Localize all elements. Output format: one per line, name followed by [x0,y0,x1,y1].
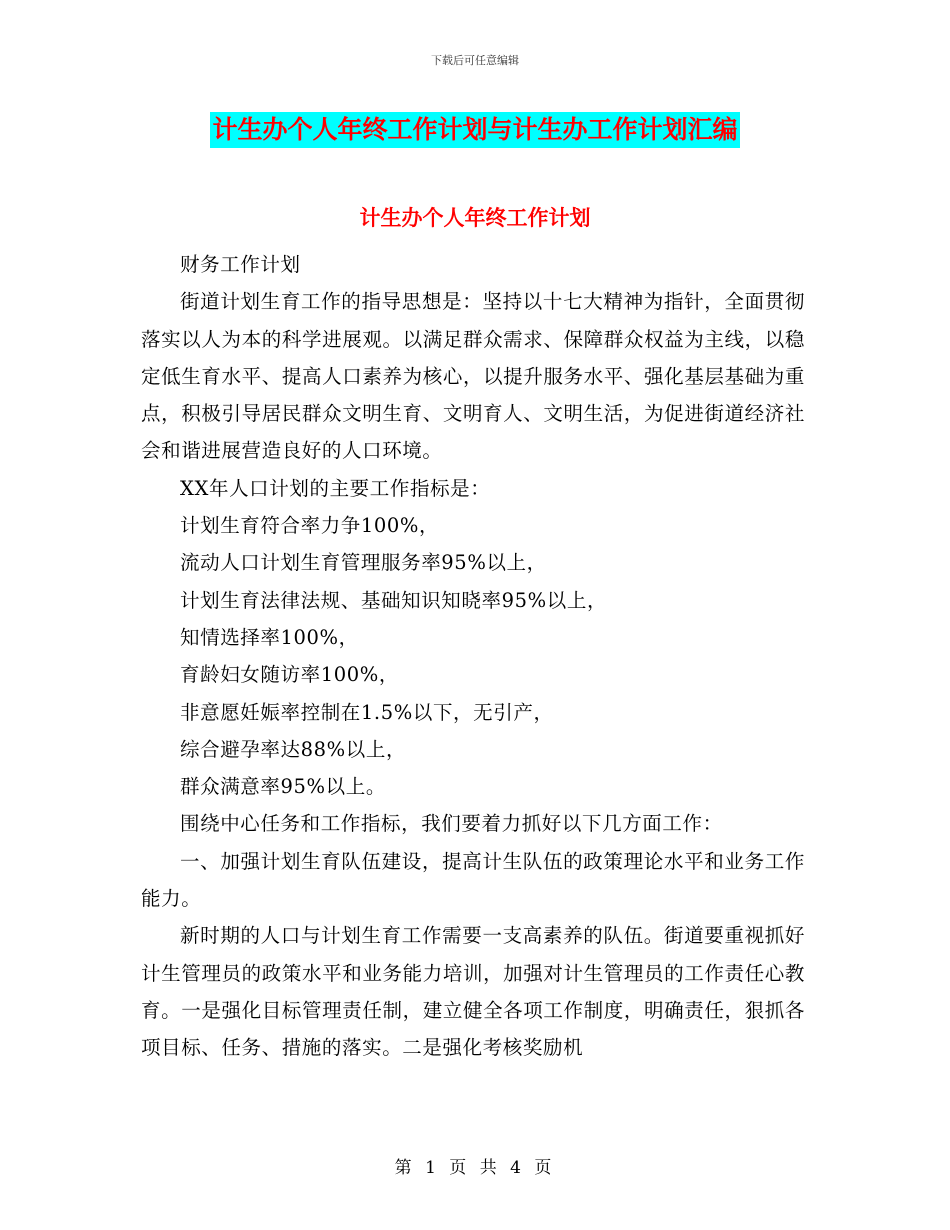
main-title: 计生办个人年终工作计划与计生办工作计划汇编 [210,112,739,148]
document-body [141,246,805,1067]
paragraph: 新时期的人口与计划生育工作需要一支高素养的队伍。街道要重视抓好计生管理员的政策水平和业务能力培训，加强对计生管理员的工作责任心教育。一是强化目标管理责任制，建立健全各项工作制度，明确责任，狠抓各项目标、任务、措施的落实。二是强化考核奖励机 [141,924,805,1060]
paragraph: 综合避孕率达88%以上， [180,737,407,761]
paragraph: 街道计划生育工作的指导思想是：坚持以十七大精神为指针，全面贯彻落实以人为本的科学进展观。以满足群众需求、保障群众权益为主线，以稳定低生育水平、提高人口素养为核心，以提升服务水平、强化基层基础为重点，积极引导居民群众文明生育、文明育人、文明生活，为促进街道经济社会和谐进展营造良好的人口环境。 [141,290,805,463]
paragraph: 知情选择率100%， [180,625,359,649]
page-number: 第 1 页 共 4 页 [394,1158,556,1178]
section-title: 计生办个人年终工作计划 [359,206,591,230]
paragraph: 群众满意率95%以上。 [180,775,386,799]
page-header-note: 下载后可任意编辑 [431,54,519,67]
paragraph: 计划生育法律法规、基础知识知晓率95%以上， [180,588,608,612]
main-title-container [0,112,950,148]
paragraph: 育龄妇女随访率100%， [180,663,399,687]
paragraph: 一、加强计划生育队伍建设，提高计生队伍的政策理论水平和业务工作能力。 [141,849,805,911]
paragraph: 非意愿妊娠率控制在1.5%以下，无引产， [180,700,554,724]
paragraph: 流动人口计划生育管理服务率95%以上， [180,551,547,575]
paragraph: 财务工作计划 [180,253,301,276]
paragraph: XX年人口计划的主要工作指标是： [180,476,491,500]
paragraph: 围绕中心任务和工作指标，我们要着力抓好以下几方面工作： [180,812,723,836]
paragraph: 计划生育符合率力争100%， [180,514,440,538]
